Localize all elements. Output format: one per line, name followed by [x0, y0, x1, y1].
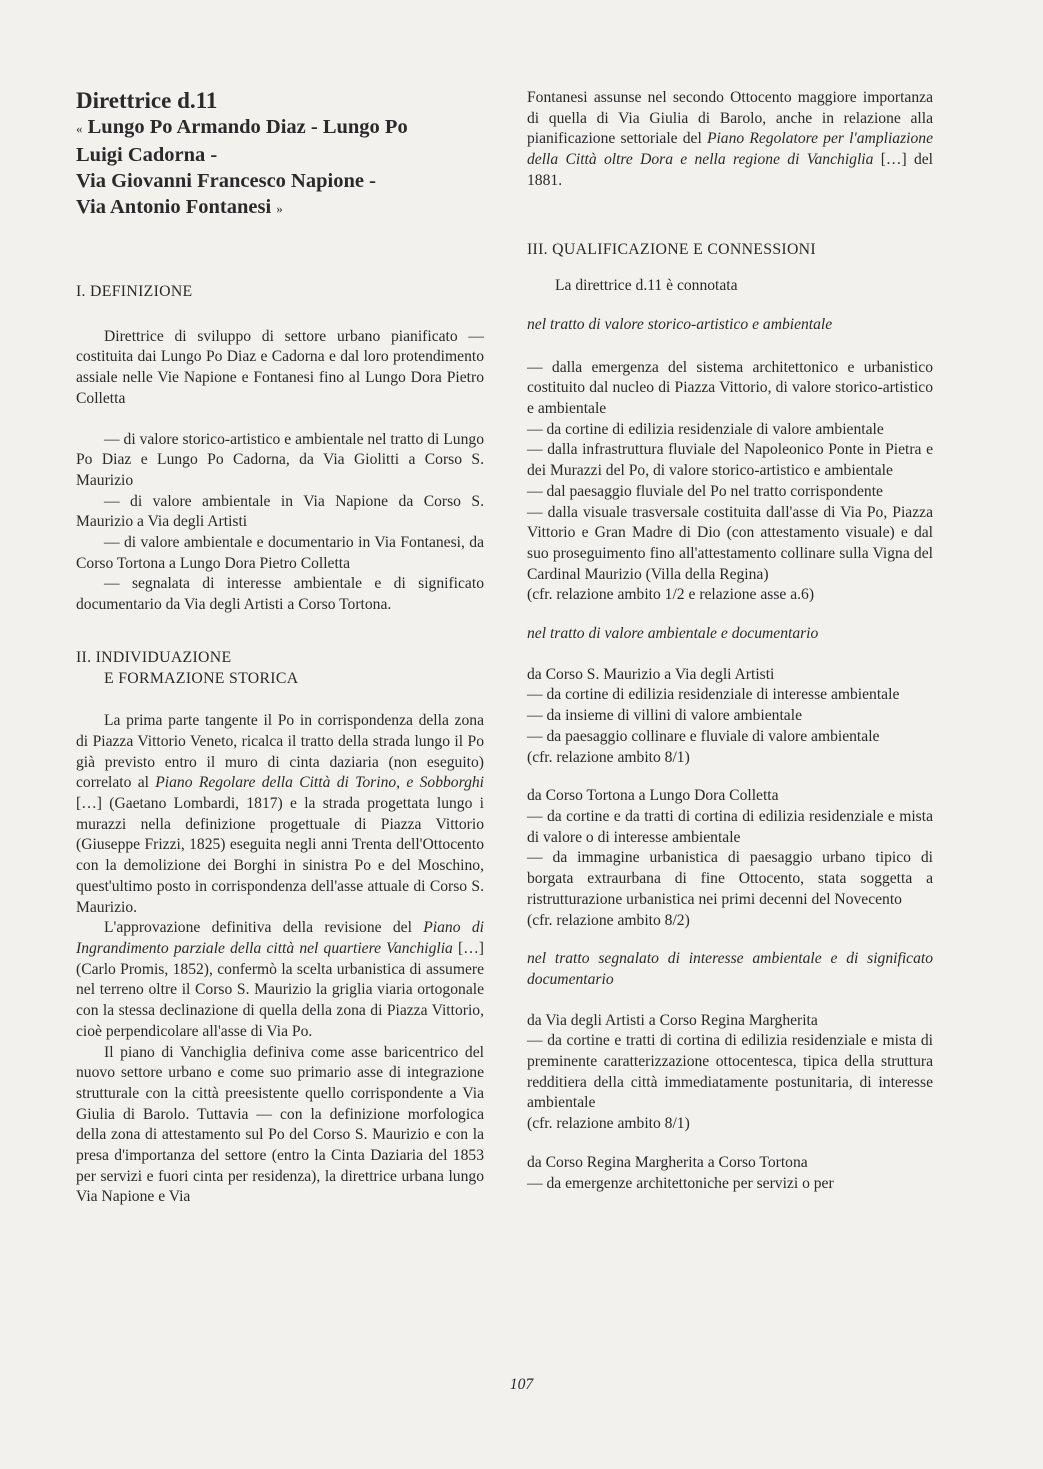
reference-note: (cfr. relazione ambito 8/2)	[527, 911, 690, 929]
list-item: — da immagine urbanistica di paesaggio urbano tipico di borgata extraurbana di fine Ottocento, stata soggetta a ristrutturazione urbanistica nei primi decenni del Novecento	[527, 849, 933, 908]
list-item: — di valore storico-artistico e ambientale nel tratto di Lungo Po Diaz e Lungo Po Cadorna, da Via Giolitti a Corso S. Maurizio	[76, 430, 484, 489]
paragraph: Direttrice di sviluppo di settore urbano pianificato — costituita dai Lungo Po Diaz e Cadorna e dal loro protendimento assiale nelle Vie Napione e Fontanesi fino al Lungo Dora Pietro Colletta	[76, 327, 484, 407]
subsection-heading: nel tratto di valore ambientale e documentario	[527, 625, 819, 643]
list-item: — da emergenze architettoniche per servizi o per	[527, 1174, 834, 1192]
section-heading-definizione: I. DEFINIZIONE	[76, 283, 193, 300]
list-item: — da cortine e tratti di cortina di edilizia residenziale e mista di preminente caratterizzazione ottocentesca, tipica della struttura redditiera della città immediatamente postunitaria, di interesse ambientale	[527, 1032, 933, 1112]
list-item: — da cortine di edilizia residenziale di valore ambientale	[527, 420, 884, 438]
subsection-heading: nel tratto di valore storico-artistico e ambientale	[527, 315, 833, 333]
list-item: — di valore ambientale in Via Napione da Corso S. Maurizio a Via degli Artisti	[76, 492, 484, 531]
right-column	[527, 88, 933, 1194]
page-number: 107	[509, 1376, 534, 1393]
list-item: — dalla infrastruttura fluviale del Napoleonico Ponte in Pietra e dei Murazzi del Po, di valore storico-artistico e ambientale	[527, 441, 933, 480]
list-item: — da insieme di villini di valore ambientale	[527, 707, 802, 725]
subtitle-line: Via Antonio Fontanesi	[76, 196, 272, 218]
list-item: — da paesaggio collinare e fluviale di valore ambientale	[527, 727, 880, 745]
paragraph: La prima parte tangente il Po in corrispondenza della zona di Piazza Vittorio Veneto, ricalca il tratto della strada lungo il Po già previsto entro il muro di cinta daziaria (non eseguito) correlato al Piano Regolare della Città di Torino, e Sobborghi […] (Gaetano Lombardi, 1817) e la strada progettata lungo i murazzi nella definizione progettuale di Piazza Vittorio (Giuseppe Frizzi, 1825) eseguita negli anni Trenta dell'Ottocento con la demolizione dei Borghi in sinistra Po e del Moschino, quest'ultimo posto in corrispondenza dell'asse attuale di Corso S. Maurizio.	[76, 712, 484, 916]
left-column	[76, 88, 484, 1208]
subsection-heading: nel tratto segnalato di interesse ambientale e di significato documentario	[527, 950, 933, 988]
paragraph: Il piano di Vanchiglia definiva come asse baricentrico del nuovo settore urbano e come suo primario asse di integrazione strutturale con la città preesistente quello corrispondente a Via Giulia di Barolo. Tuttavia — con la definizione morfologica della zona di attestamento sul Po del Corso S. Maurizio e con la presa d'importanza del settore (entro la Cinta Daziaria del 1853 per servizi e fuori cinta per residenza), la direttrice urbana lungo Via Napione e Via	[76, 1043, 484, 1206]
subtitle-line: Lungo Po Armando Diaz - Lungo Po	[87, 116, 408, 138]
section-heading-line: E FORMAZIONE STORICA	[104, 669, 299, 687]
stretch-title: da Via degli Artisti a Corso Regina Margherita	[527, 1011, 818, 1029]
list-item: — da cortine di edilizia residenziale di interesse ambientale	[527, 686, 900, 704]
page-title: Direttrice d.11	[76, 88, 218, 113]
paragraph: Fontanesi assunse nel secondo Ottocento maggiore importanza di quella di Via Giulia di Barolo, anche in relazione alla pianificazione settoriale del Piano Regolatore per l'ampliazione della Città oltre Dora e nella regione di Vanchiglia […] del 1881.	[527, 89, 933, 189]
list-item: — di valore ambientale e documentario in Via Fontanesi, da Corso Tortona a Lungo Dora Pietro Colletta	[76, 534, 484, 572]
reference-note: (cfr. relazione ambito 8/1)	[527, 748, 690, 766]
paragraph: L'approvazione definitiva della revisione del Piano di Ingrandimento parziale della città nel quartiere Vanchiglia […] (Carlo Promis, 1852), confermò la scelta urbanistica di assumere nel terreno oltre il Corso S. Maurizio la griglia viaria ortogonale con la stessa declinazione di quella della zona di Piazza Vittorio, cioè perpendicolare all'asse di Via Po.	[76, 919, 484, 1040]
paragraph: La direttrice d.11 è connotata	[555, 277, 738, 295]
page-subtitle	[76, 114, 484, 222]
quote-open: «	[76, 121, 83, 136]
section-heading-qualificazione: III. QUALIFICAZIONE E CONNESSIONI	[527, 240, 816, 258]
reference-note: (cfr. relazione ambito 8/1)	[527, 1115, 690, 1133]
list-item: — dalla visuale trasversale costituita dall'asse di Via Po, Piazza Vittorio e Gran Madre di Dio (con attestamento visuale) e dal suo proseguimento fino all'attestamento collinare sulla Vigna del Cardinal Maurizio (Villa della Regina)	[527, 503, 933, 583]
subtitle-line: Luigi Cadorna -	[76, 144, 218, 166]
list-item: — segnalata di interesse ambientale e di significato documentario da Via degli Artisti a Corso Tortona.	[76, 575, 484, 614]
list-item: — dal paesaggio fluviale del Po nel tratto corrispondente	[527, 482, 883, 500]
subtitle-line: Via Giovanni Francesco Napione -	[76, 170, 376, 192]
stretch-title: da Corso S. Maurizio a Via degli Artisti	[527, 665, 775, 683]
section-heading-line: II. INDIVIDUAZIONE	[76, 648, 232, 666]
list-item: — da cortine e da tratti di cortina di edilizia residenziale e mista di valore o di interesse ambientale	[527, 807, 933, 846]
stretch-title: da Corso Tortona a Lungo Dora Colletta	[527, 787, 779, 805]
reference-note: (cfr. relazione ambito 1/2 e relazione asse a.6)	[527, 586, 815, 604]
quote-close: »	[276, 201, 283, 216]
stretch-title: da Corso Regina Margherita a Corso Tortona	[527, 1153, 808, 1171]
list-item: — dalla emergenza del sistema architettonico e urbanistico costituito dal nucleo di Piazza Vittorio, di valore storico-artistico e ambientale	[527, 358, 933, 418]
section-heading-individuazione	[76, 648, 484, 689]
